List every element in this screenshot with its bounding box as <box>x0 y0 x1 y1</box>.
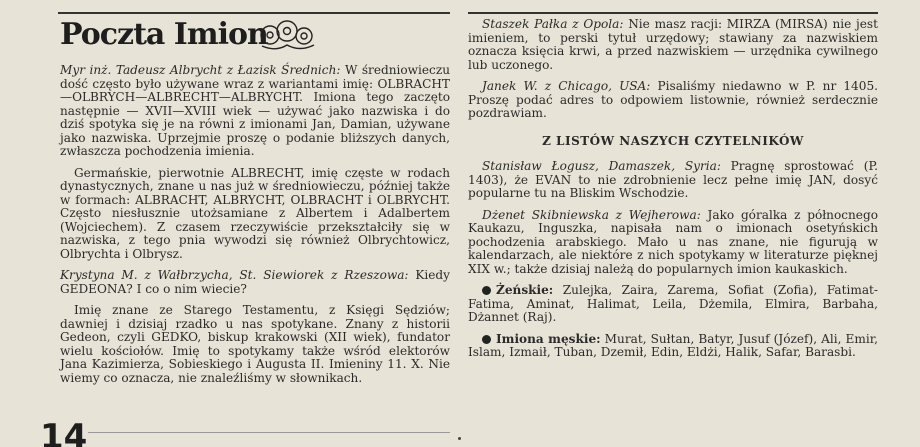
bullet-icon <box>482 335 491 344</box>
male-label: Imiona męskie: <box>496 331 601 346</box>
letter-text: Kiedy GEDEONA? I co o nim wiecie? <box>60 268 450 296</box>
female-names-list: Zulejka, Zaira, Zarema, Sofiat (Zofia), Fatimat-Fatima, Aminat, Halimat, Leila, Dżemila, Elmira, Barbaha, Dżannet (Raj). <box>468 283 878 324</box>
male-names-list: Murat, Sułtan, Batyr, Jusuf (Józef), Ali, Emir, Islam, Izmaił, Tuban, Dzemił, Edin, Eldżi, Halik, Safar, Barasbi. <box>468 331 878 359</box>
answer-albrecht: Germańskie, pierwotnie ALBRECHT, imię częste w rodach dynastycznych, znane u nas już w średniowieczu, później także w formach: ALBRACHT, ALBRYCHT, OLBRACHT i OLBRYCHT. Często niesłusznie utożsamiane z Albertem i Adalbertem (Wojciechem). Z czasem rzeczywiście przekształciły się w nazwiska, z tego pnia wywodzi się również Olbrychtowicz, Olbrychta i Olbrysz. <box>60 165 450 261</box>
letter-albrycht <box>60 64 450 159</box>
byline: Stanisław Łogusz, Damaszek, Syria: <box>482 159 721 173</box>
letter-text: Pragnę sprostować (P. 1403), że EVAN to nie zdrobnienie lecz pełne imię JAN, dosyć popularne tu na Bliskim Wschodzie. <box>468 159 878 200</box>
letter-gedeon <box>60 269 450 296</box>
column-title <box>60 17 320 61</box>
byline: Staszek Pałka z Opola: <box>482 17 624 31</box>
flower-ornament-icon <box>256 18 318 52</box>
letter-wejherowo <box>468 209 878 277</box>
letter-text: Nie masz racji: MIRZA (MIRSA) nie jest imieniem, to perski tytuł urzędowy; stawiany za nazwiskiem oznacza księcia krwi, a przed nazwiskiem — urzędnika cywilnego lub uczonego. <box>468 17 878 72</box>
letter-damaszek <box>468 160 878 201</box>
center-dot <box>458 437 461 440</box>
female-names <box>468 284 878 325</box>
column-title-text: Poczta Imion <box>60 17 268 52</box>
byline: Myr inż. Tadeusz Albrycht z Łazisk Średnich: <box>60 63 341 77</box>
section-heading: Z LISTÓW NASZYCH CZYTELNIKÓW <box>542 133 804 148</box>
letter-text: Jako góralka z północnego Kaukazu, Inguszka, napisała nam o imionach osetyńskich pochodzenia arabskiego. Mało u nas znane, nie figurują w kalendarzach, ale niektóre z nich spotykamy w literaturze pięknej XIX w.; także dzisiaj należą do popularnych imion kaukaskich. <box>468 207 878 276</box>
byline: Dżenet Skibniewska z Wejherowa: <box>482 207 701 222</box>
bullet-icon <box>482 286 491 295</box>
page-number: 14 <box>40 420 88 447</box>
answer-gedeon: Imię znane ze Starego Testamentu, z Księgi Sędziów; dawniej i dzisiaj rzadko u nas spotykane. Znany z historii Gedeon, czyli GEDKO, biskup krakowski (XII wiek), fundator wielu kościołów. Imię to spotykamy także wśród elektorów Jana Kazimierza, Sobieskiego i Augusta II. Imieniny 11. X. Nie wiemy co oznacza, nie znaleźliśmy w słownikach. <box>60 303 450 385</box>
letter-mirza <box>468 18 878 72</box>
top-rule-left <box>58 12 450 14</box>
letter-chicago <box>468 80 878 121</box>
letter-text: Pisaliśmy niedawno w P. nr 1405. Proszę podać adres to odpowiem listownie, również serdecznie pozdrawiam. <box>468 79 878 120</box>
byline: Krystyna M. z Wałbrzycha, St. Siewiorek z Rzeszowa: <box>60 268 409 282</box>
male-names <box>468 333 878 360</box>
bottom-rule <box>88 432 450 433</box>
female-label: Żeńskie: <box>496 283 554 297</box>
letter-text: W średniowieczu dość często było używane wraz z wariantami imię: OLBRACHT—OLBRYCH—ALBRECHT—ALBRYCHT. Imiona tego zaczęto następnie — XVII—XVIII wiek — używać jako nazwiska i do dziś spotyka się je na równi z imionami Jan, Damian, używane jako nazwiska. Uprzejmie proszę o podanie bliższych danych, zwłaszcza pochodzenia imienia. <box>60 63 450 158</box>
byline: Janek W. z Chicago, USA: <box>482 79 651 93</box>
left-column <box>60 64 450 393</box>
right-column <box>468 18 878 368</box>
top-rule-right <box>468 12 878 14</box>
